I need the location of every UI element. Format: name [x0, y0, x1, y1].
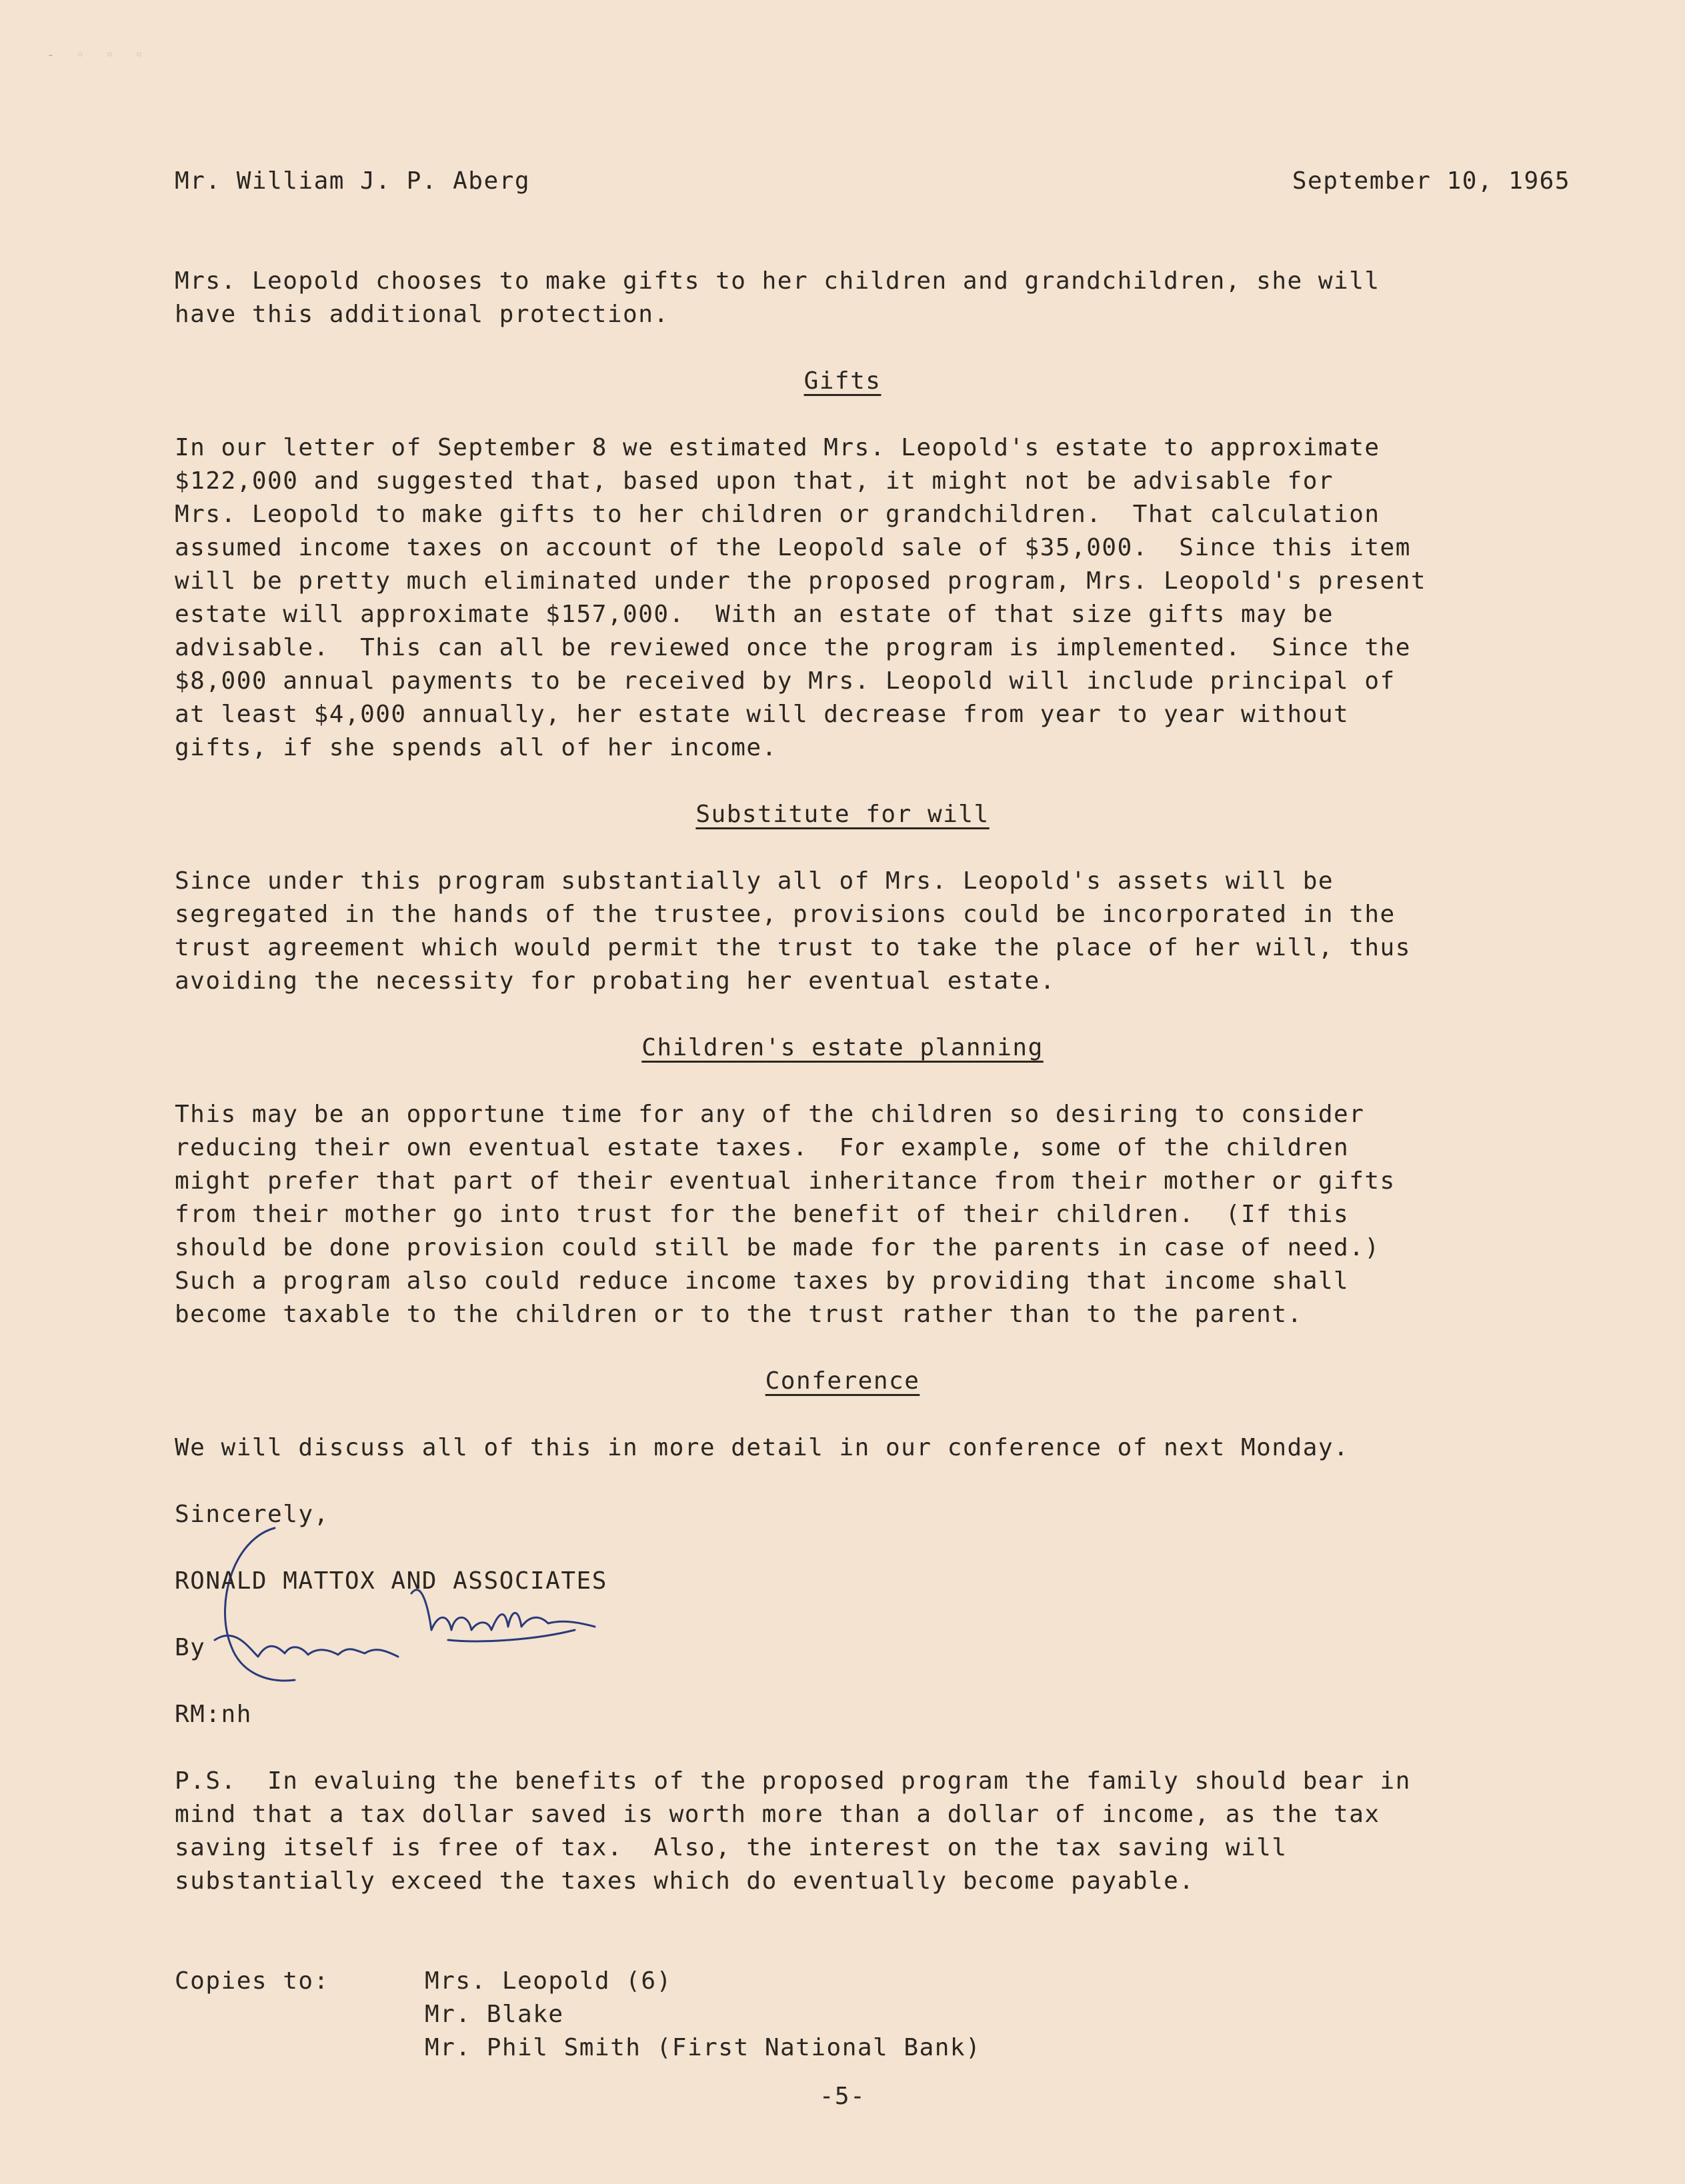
text-line: $122,000 and suggested that, based upon that, it might not be advisable for [175, 467, 1334, 495]
typist-initials: RM:nh [175, 1701, 252, 1728]
text-line: reducing their own eventual estate taxes. For example, some of the children [175, 1134, 1350, 1161]
text-line: mind that a tax dollar saved is worth more than a dollar of income, as the tax [175, 1801, 1380, 1828]
text-line: from their mother go into trust for the benefit of their children. (If this [175, 1201, 1350, 1228]
page-number: -5- [819, 2083, 866, 2110]
text-line: gifts, if she spends all of her income. [175, 734, 777, 761]
text-line: This may be an opportune time for any of the children so desiring to consider [175, 1101, 1365, 1128]
corner-marks: - ◦ ◦ ◦ [47, 47, 150, 63]
text-line: Mrs. Leopold to make gifts to her children or grandchildren. That calculation [175, 501, 1380, 528]
text-line: Mrs. Leopold chooses to make gifts to her children and grandchildren, she will [175, 267, 1380, 295]
text-line: avoiding the necessity for probating her eventual estate. [175, 967, 1056, 995]
copy-recipient: Mr. Phil Smith (First National Bank) [425, 2034, 982, 2061]
text-line: will be pretty much eliminated under the proposed program, Mrs. Leopold's present [175, 567, 1427, 595]
gifts-paragraph [175, 431, 1575, 765]
text-line: become taxable to the children or to the trust rather than to the parent. [175, 1301, 1303, 1328]
firm-name: RONALD MATTOX AND ASSOCIATES [175, 1567, 607, 1595]
text-line: In our letter of September 8 we estimated Mrs. Leopold's estate to approximate [175, 434, 1380, 461]
letter-date: September 10, 1965 [1292, 167, 1570, 195]
section-heading-gifts: Gifts [803, 367, 882, 395]
signature-image [175, 1513, 655, 1693]
copies-list [425, 1965, 981, 2065]
text-line: Since under this program substantially all of Mrs. Leopold's assets will be [175, 867, 1334, 895]
postscript-paragraph [175, 1765, 1575, 1898]
copies-label: Copies to: [175, 1967, 329, 1995]
text-line: P.S. In evaluing the benefits of the proposed program the family should bear in [175, 1767, 1411, 1795]
text-line: saving itself is free of tax. Also, the interest on the tax saving will [175, 1834, 1288, 1861]
copy-recipient: Mrs. Leopold (6) [425, 1967, 672, 1995]
recipient-name: Mr. William J. P. Aberg [175, 167, 530, 195]
text-line: have this additional protection. [175, 301, 669, 328]
salutation: Sincerely, [175, 1501, 329, 1528]
text-line: trust agreement which would permit the trust to take the place of her will, thus [175, 934, 1411, 961]
by-label: By [175, 1634, 206, 1661]
conference-paragraph [175, 1431, 1575, 1465]
section-heading-childrens-estate-planning: Children's estate planning [641, 1034, 1044, 1061]
text-line: segregated in the hands of the trustee, provisions could be incorporated in the [175, 901, 1396, 928]
text-line: estate will approximate $157,000. With an estate of that size gifts may be [175, 601, 1334, 628]
copy-recipient: Mr. Blake [425, 2001, 564, 2028]
childrens-planning-paragraph [175, 1098, 1575, 1331]
section-heading-conference: Conference [765, 1367, 920, 1395]
text-line: should be done provision could still be made for the parents in case of need.) [175, 1234, 1380, 1261]
text-line: $8,000 annual payments to be received by Mrs. Leopold will include principal of [175, 667, 1396, 695]
text-line: We will discuss all of this in more detail in our conference of next Monday. [175, 1434, 1350, 1461]
intro-paragraph [175, 265, 1575, 331]
text-line: substantially exceed the taxes which do eventually become payable. [175, 1867, 1195, 1895]
text-line: assumed income taxes on account of the Leopold sale of $35,000. Since this item [175, 534, 1411, 561]
text-line: at least $4,000 annually, her estate will decrease from year to year without [175, 701, 1350, 728]
section-heading-substitute-for-will: Substitute for will [695, 801, 990, 828]
text-line: might prefer that part of their eventual inheritance from their mother or gifts [175, 1167, 1396, 1195]
text-line: advisable. This can all be reviewed once the program is implemented. Since the [175, 634, 1411, 661]
text-line: Such a program also could reduce income taxes by providing that income shall [175, 1267, 1350, 1295]
substitute-paragraph [175, 865, 1575, 998]
